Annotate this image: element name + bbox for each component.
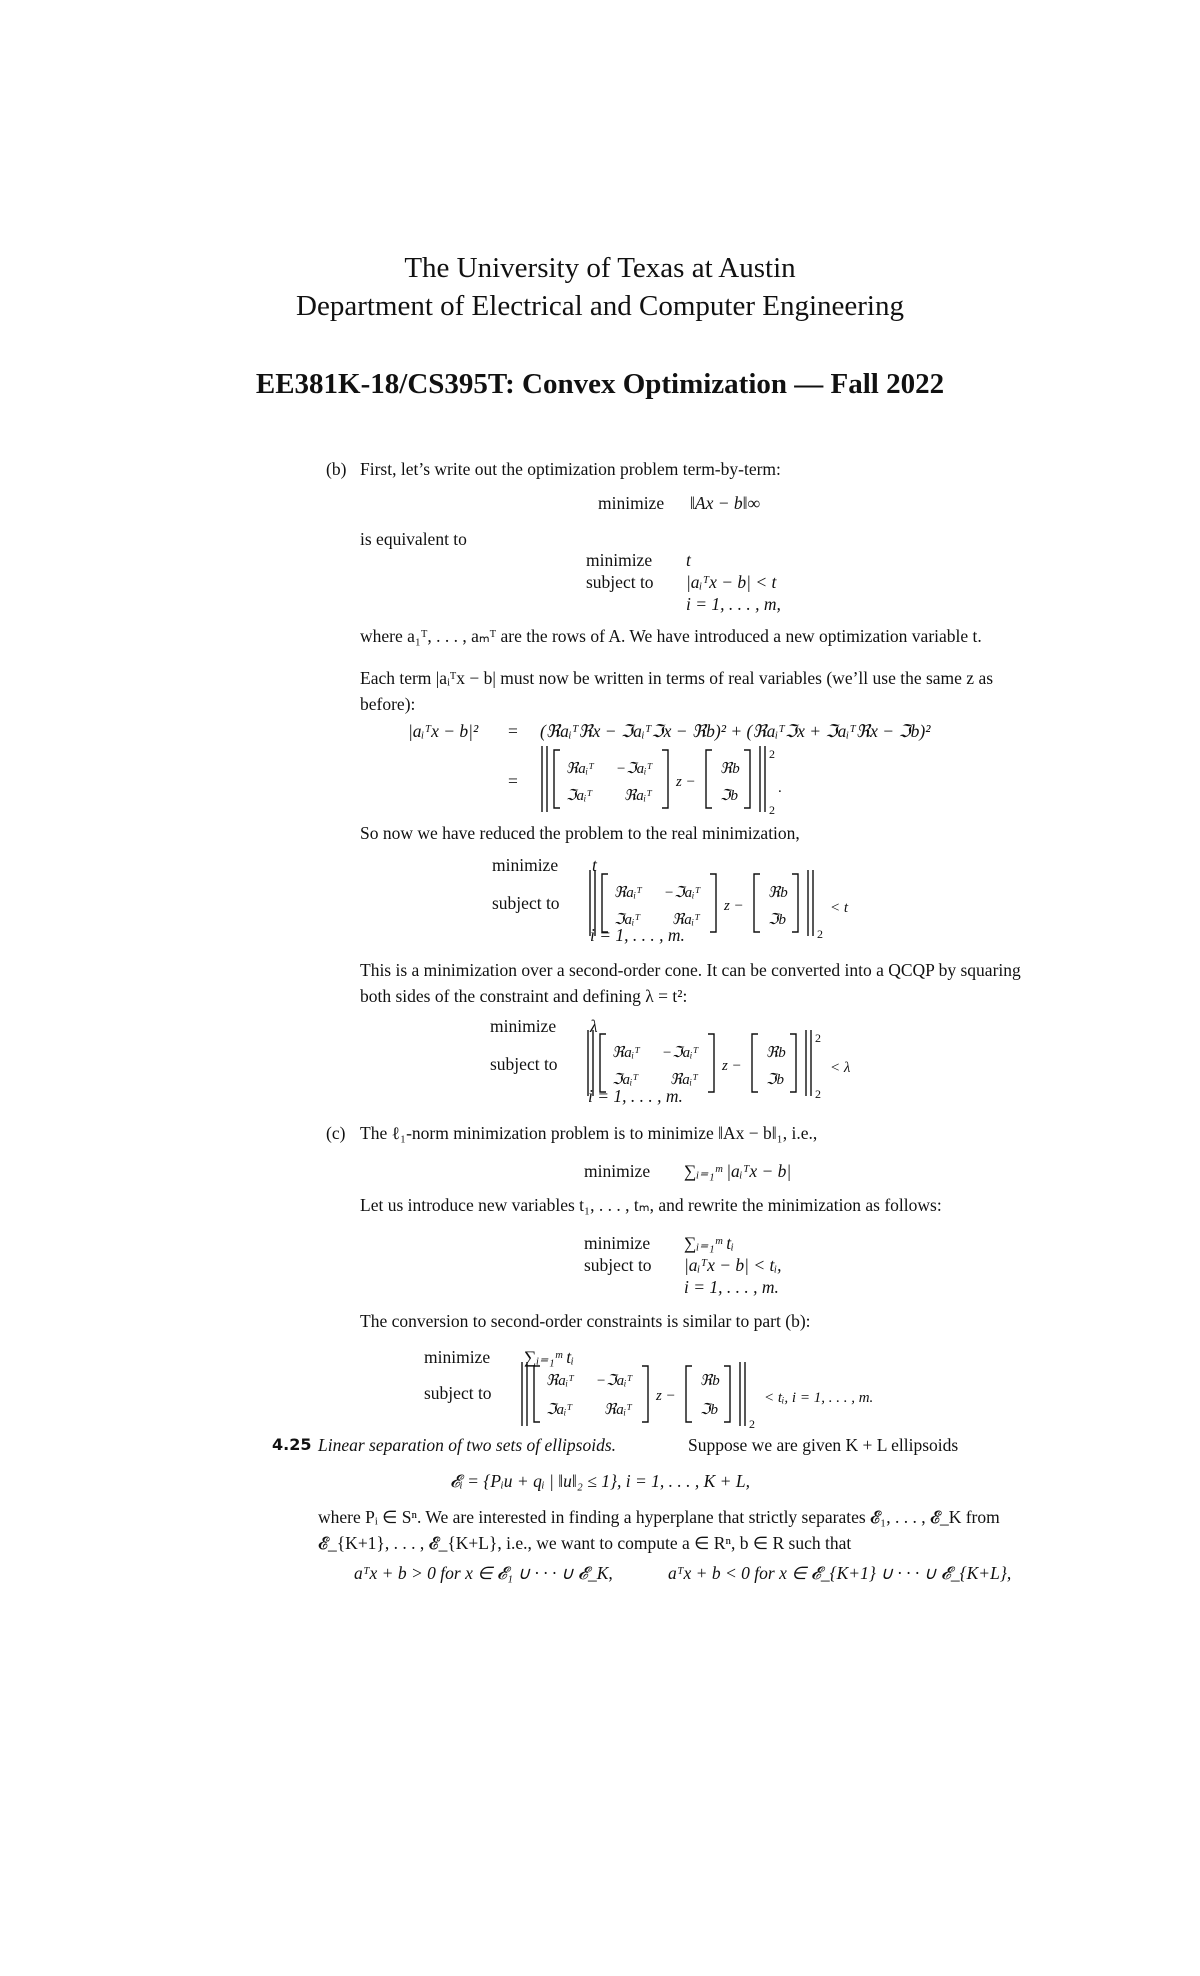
separation-condition-1: aᵀx + b > 0 for x ∈ 𝓔₁ ∪ · · · ∪ 𝓔_K, (354, 1563, 613, 1583)
svg-text:2: 2 (749, 1417, 755, 1430)
each-term-text: Each term |aᵢᵀx − b| must now be written in terms of real variables (we’ll use the same z as before): (360, 668, 994, 714)
problem-number: 4.25 (272, 1435, 312, 1454)
svg-text:ℜb: ℜb (768, 885, 788, 901)
minimize-label: minimize (424, 1347, 491, 1367)
svg-text:ℜaᵢᵀ: ℜaᵢᵀ (612, 1045, 640, 1061)
svg-text:ℜb: ℜb (766, 1045, 786, 1061)
svg-text:ℑb: ℑb (766, 1072, 784, 1088)
svg-text:ℑb: ℑb (768, 912, 786, 928)
svg-text:ℑb: ℑb (700, 1402, 718, 1418)
index-range: i = 1, . . . , m. (684, 1277, 779, 1297)
minimize-label: minimize (586, 550, 653, 570)
svg-text:ℜaᵢᵀ: ℜaᵢᵀ (546, 1373, 574, 1389)
svg-text:2: 2 (815, 1031, 821, 1045)
expanded-rhs: (ℜaᵢᵀℜx − ℑaᵢᵀℑx − ℜb)² + (ℜaᵢᵀℑx + ℑaᵢᵀℜx − ℑb)² (540, 721, 931, 741)
svg-text:ℑaᵢᵀ: ℑaᵢᵀ (614, 912, 641, 928)
svg-text:ℜaᵢᵀ: ℜaᵢᵀ (670, 1072, 698, 1088)
part-b-label: (b) (326, 459, 347, 479)
svg-text:< t: < t (830, 900, 849, 916)
index-range: i = 1, . . . , m. (588, 1086, 683, 1106)
l1-objective: ∑ᵢ₌₁ᵐ |aᵢᵀx − b| (684, 1161, 792, 1181)
svg-text:−ℑaᵢᵀ: −ℑaᵢᵀ (596, 1373, 633, 1389)
svg-text:< tᵢ, i = 1, . . . , m.: < tᵢ, i = 1, . . . , m. (764, 1390, 874, 1406)
ellipsoid-definition: 𝓔ᵢ = {Pᵢu + qᵢ | ‖u‖₂ ≤ 1}, i = 1, . . . , K + L, (450, 1471, 750, 1491)
part-c-intro: The ℓ₁-norm minimization problem is to minimize ‖Ax − b‖₁, i.e., (360, 1123, 818, 1143)
svg-text:−ℑaᵢᵀ: −ℑaᵢᵀ (662, 1045, 699, 1061)
svg-text:2: 2 (769, 747, 775, 761)
constraint-ti: |aᵢᵀx − b| < tᵢ, (684, 1255, 782, 1275)
subject-to-label: subject to (490, 1054, 558, 1074)
svg-text:2: 2 (817, 927, 823, 940)
minimize-label: minimize (492, 855, 559, 875)
minimize-label: minimize (584, 1233, 651, 1253)
lhs-abs-sq: |aᵢᵀx − b|² (408, 721, 479, 741)
svg-text:.: . (778, 780, 782, 796)
svg-text:< λ: < λ (830, 1060, 851, 1076)
matrix-a22: ℜaᵢᵀ (624, 788, 652, 804)
svg-text:2: 2 (815, 1087, 821, 1100)
minimize-label: minimize (598, 493, 665, 513)
matrix-norm-squared (538, 742, 1018, 816)
svg-text:ℑaᵢᵀ: ℑaᵢᵀ (546, 1402, 573, 1418)
university-name: The University of Texas at Austin (404, 252, 796, 284)
department-name: Department of Electrical and Computer Engineering (296, 290, 904, 322)
vector-b1: ℜb (720, 761, 740, 777)
svg-text:ℜaᵢᵀ: ℜaᵢᵀ (604, 1402, 632, 1418)
equals-sign: = (508, 721, 518, 741)
index-range: i = 1, . . . , m. (590, 925, 685, 945)
svg-text:ℑaᵢᵀ: ℑaᵢᵀ (612, 1072, 639, 1088)
svg-text:z −: z − (722, 1058, 742, 1074)
sum-t-objective: ∑ᵢ₌₁ᵐ tᵢ (684, 1233, 734, 1253)
new-variables-text: Let us introduce new variables t₁, . . . , tₘ, and rewrite the minimization as follows: (360, 1195, 942, 1215)
variable-t: t (686, 550, 691, 570)
separation-condition-2: aᵀx + b < 0 for x ∈ 𝓔_{K+1} ∪ · · · ∪ 𝓔_{K+L}, (668, 1563, 1012, 1583)
rows-explanation: where a₁ᵀ, . . . , aₘᵀ are the rows of A. We have introduced a new optimization variable t. (360, 626, 982, 646)
matrix-a11: ℜaᵢᵀ (566, 761, 594, 777)
final-socp-constraint (518, 1358, 988, 1430)
subject-to-label: subject to (586, 572, 654, 592)
vector-b2: ℑb (720, 788, 738, 804)
index-range: i = 1, . . . , m, (686, 594, 781, 614)
constraint-abs: |aᵢᵀx − b| < t (686, 572, 777, 592)
objective-inf-norm: ‖Ax − b‖∞ (690, 493, 761, 513)
svg-text:−ℑaᵢᵀ: −ℑaᵢᵀ (664, 885, 701, 901)
variable-lambda: λ (590, 1016, 598, 1036)
subject-to-label: subject to (424, 1383, 492, 1403)
svg-text:ℜaᵢᵀ: ℜaᵢᵀ (614, 885, 642, 901)
part-b-intro: First, let’s write out the optimization problem term-by-term: (360, 459, 781, 479)
variable-t: t (592, 855, 597, 875)
svg-text:z −: z − (656, 1388, 676, 1404)
subject-to-label: subject to (584, 1255, 652, 1275)
z-minus: z − (676, 774, 696, 790)
svg-text:2: 2 (769, 803, 775, 816)
reduced-text: So now we have reduced the problem to the real minimization, (360, 823, 800, 843)
minimize-label: minimize (584, 1161, 651, 1181)
soc-explanation: This is a minimization over a second-order cone. It can be converted into a QCQP by squaring both sides of the constraint and defining λ = t²: (360, 960, 1021, 1006)
sum-t-objective: ∑ᵢ₌₁ᵐ tᵢ (524, 1347, 574, 1367)
matrix-a21: ℑaᵢᵀ (566, 788, 593, 804)
minimize-label: minimize (490, 1016, 557, 1036)
problem-title: Linear separation of two sets of ellipsoids. (318, 1435, 617, 1455)
svg-text:ℜaᵢᵀ: ℜaᵢᵀ (672, 912, 700, 928)
svg-text:z −: z − (724, 898, 744, 914)
matrix-a12: −ℑaᵢᵀ (616, 761, 653, 777)
subject-to-label: subject to (492, 893, 560, 913)
equals-sign: = (508, 771, 518, 791)
problem-title-tail: Suppose we are given K + L ellipsoids (688, 1435, 959, 1455)
svg-text:ℜb: ℜb (700, 1373, 720, 1389)
course-title: EE381K-18/CS395T: Convex Optimization — Fall 2022 (255, 368, 945, 400)
conversion-text: The conversion to second-order constraints is similar to part (b): (360, 1311, 811, 1331)
equivalent-text: is equivalent to (360, 529, 467, 549)
problem-body: where Pᵢ ∈ Sⁿ. We are interested in finding a hyperplane that strictly separates 𝓔₁, . . . , 𝓔_K from 𝓔_{K+1}, . . . , 𝓔_{K+L}, i.e., we want to compute a ∈ Rⁿ, b ∈ R such that (318, 1507, 1000, 1553)
part-c-label: (c) (326, 1123, 346, 1143)
